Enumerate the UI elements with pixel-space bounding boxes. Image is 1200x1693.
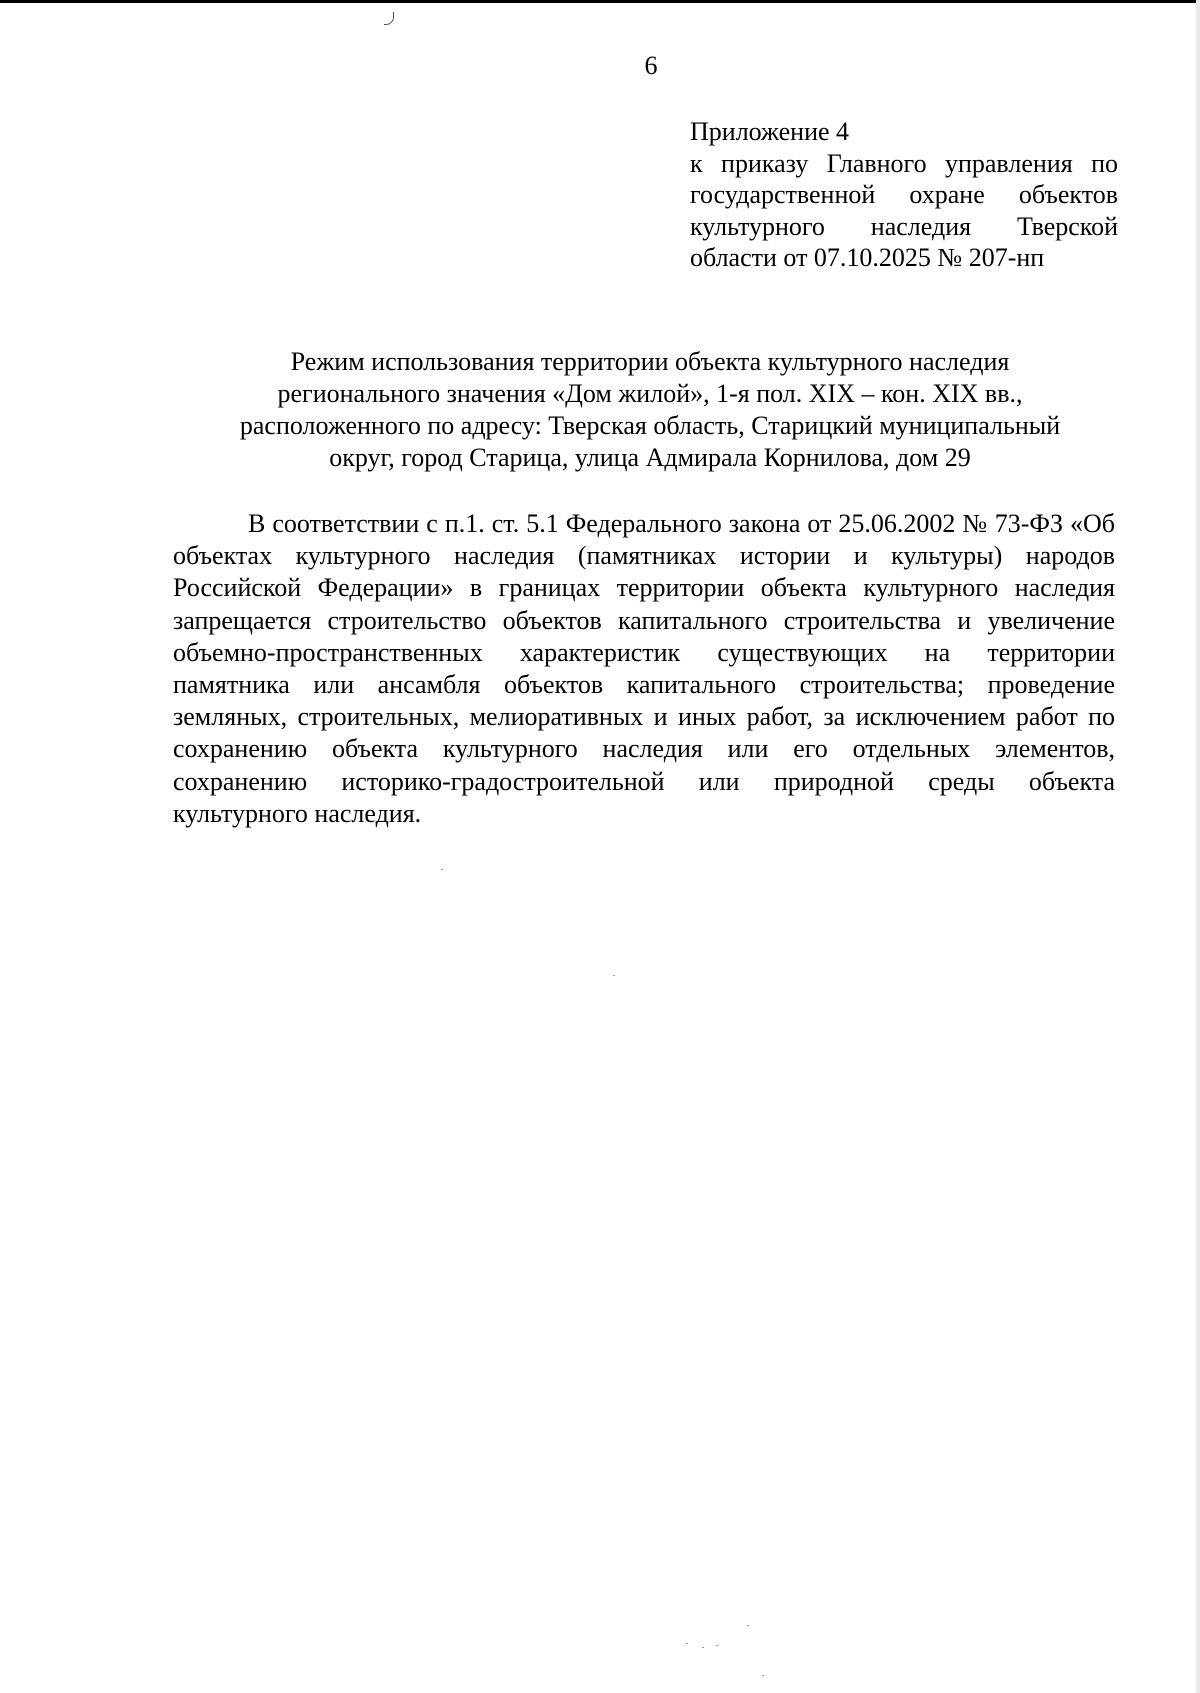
scan-right-edge: [1196, 0, 1200, 1693]
scan-speck: [747, 1625, 749, 1626]
scan-speck: [702, 1647, 704, 1648]
scan-speck: [762, 1675, 764, 1676]
scan-speck: [716, 1645, 718, 1646]
document-title-line: округ, город Старица, улица Адмирала Корнилова, дом 29: [329, 443, 971, 472]
document-title: [150, 346, 1150, 474]
appendix-title: Приложение 4: [690, 117, 850, 146]
body-paragraph: В соответствии с п.1. ст. 5.1 Федерального закона от 25.06.2002 № 73-ФЗ «Об объектах культурного наследия (памятниках истории и культуры) народов Российской Федерации» в границах территории объекта культурного наследия запрещается строительство объектов капитального строительства и увеличение объемно-пространственных характеристик существующих на территории памятника или ансамбля объектов капитального строительства; проведение земляных, строительных, мелиоративных и иных работ, за исключением работ по сохранению объекта культурного наследия или его отдельных элементов, сохранению историко-градостроительной или природной среды объекта культурного наследия.: [173, 509, 1115, 828]
document-title-line: регионального значения «Дом жилой», 1-я пол. XIX – кон. XIX вв.,: [277, 379, 1023, 408]
scan-speck: [686, 1643, 688, 1644]
pen-mark: [384, 12, 394, 25]
page-number: 6: [644, 51, 658, 80]
appendix-reference: к приказу Главного управления по государственной охране объектов культурного наследия Тверской области от 07.10.2025 № 207-нп: [690, 148, 1118, 272]
document-title-line: Режим использования территории объекта культурного наследия: [290, 347, 1010, 376]
document-title-line: расположенного по адресу: Тверская область, Старицкий муниципальный: [239, 411, 1061, 440]
appendix-header: [690, 116, 1118, 274]
scan-speck: [441, 869, 443, 870]
scan-top-edge: [0, 0, 1200, 3]
scan-speck: [613, 975, 615, 976]
